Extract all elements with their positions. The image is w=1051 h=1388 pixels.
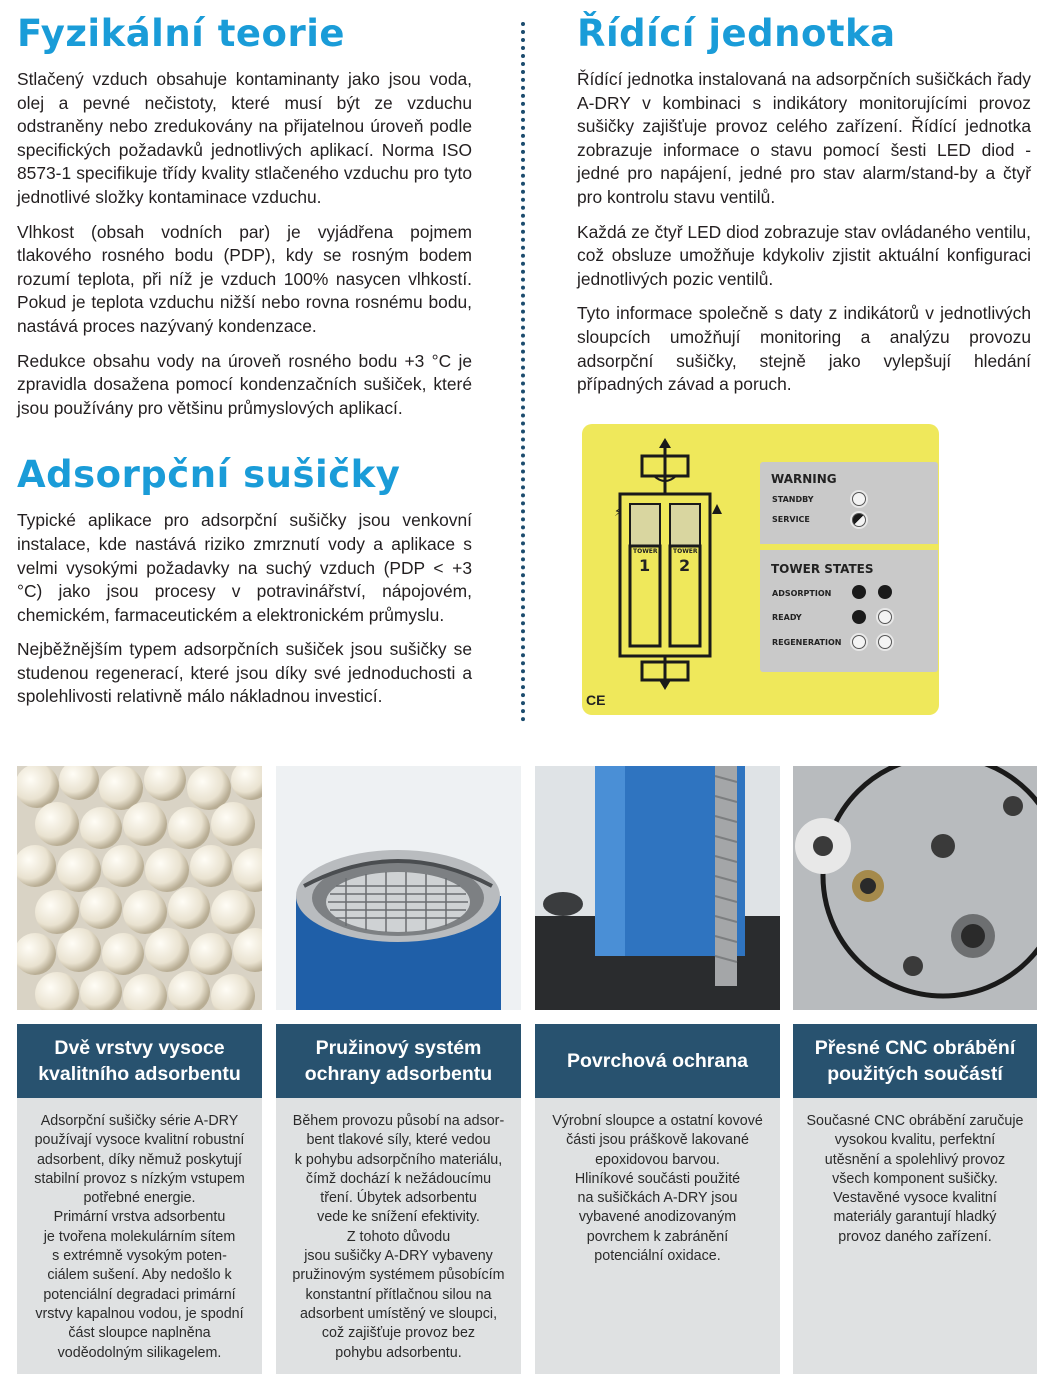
paragraph: Vlhkost (obsah vodních par) je vyjádřena pojmem tlakového rosného bodu (PDP), kdy se rosným bodem rozumí teplota, při níž je vzduch 100% nasycen vlhkostí. Pokud je teplota vzduchu nižší nebo rovna rosnému bodu, nastává proces nazývaný kondenzace. xyxy=(17,221,472,336)
paragraph: Řídící jednotka instalovaná na adsorpčních sušičkách řady A-DRY v kombinaci s indikátory monitorujícími provoz sušičky zajišťuje provoz celého zařízení. Řídící jednotka zobrazuje informace o stavu pomocí šesti LED diod - jedné pro napájení, jedné pro stav alarm/stand-by a čtyř pro kontrolu stavu ventilů. xyxy=(577,69,1031,207)
ready-label: READY xyxy=(772,613,802,622)
ready-led-2 xyxy=(878,610,892,624)
tower-1-label: TOWER xyxy=(633,548,658,555)
feature-title-surface-protection: Povrchová ochrana xyxy=(535,1024,780,1098)
paragraph: Nejběžnějším typem adsorpčních sušiček jsou sušičky se studenou regenerací, které jsou díky své jednoduchosti a spolehlivosti relativně málo nákladnou investicí. xyxy=(17,639,472,707)
heading-physical-theory: Fyzikální teorie xyxy=(17,12,345,55)
tower-2-label: TOWER xyxy=(673,548,698,555)
cnc-parts-image xyxy=(793,766,1037,1010)
photo-spring-system xyxy=(276,766,521,1010)
feature-title-adsorbent: Dvě vrstvy vysoce kvalitního adsorbentu xyxy=(17,1024,262,1098)
adsorbent-beads-image xyxy=(17,766,262,1010)
adsorption-label: ADSORPTION xyxy=(772,589,832,598)
feature-title-cnc: Přesné CNC obrábění použitých součástí xyxy=(793,1024,1037,1098)
feature-description-surface-protection: Výrobní sloupce a ostatní kovové části jsou práškově lakované epoxidovou barvou. Hliníkové součásti použité na sušičkách A-DRY jsou vybavené anodizovaným povrchem k zabránění potenciální oxidace. xyxy=(535,1098,780,1374)
adsorption-led-1 xyxy=(852,585,866,599)
column-divider xyxy=(521,22,525,722)
surface-protection-image xyxy=(535,766,780,1010)
panel-separator xyxy=(760,544,938,550)
feature-description-spring-system: Během provozu působí na adsor- bent tlakové síly, které vedou k pohybu adsorpčního materiálu, čímž dochází k nežádoucímu tření. Úbytek adsorbentu vede ke snížení efektivity. Z tohoto důvodu jsou sušičky A-DRY vybaveny pružinovým systémem působícím konstantní přítlačnou silou na adsorbent umístěný ve sloupci, což zajišťuje provoz bez pohybu adsorbentu. xyxy=(276,1098,521,1374)
ce-mark: CE xyxy=(586,692,606,708)
warning-label: WARNING xyxy=(771,472,837,486)
right-column xyxy=(577,0,1031,397)
tower-2-number: 2 xyxy=(679,556,691,575)
heading-control-unit: Řídící jednotka xyxy=(577,12,896,55)
regeneration-led-2 xyxy=(878,635,892,649)
left-column xyxy=(17,0,472,709)
tower-states-label: TOWER STATES xyxy=(771,562,874,576)
paragraph: Každá ze čtyř LED diod zobrazuje stav ovládaného ventilu, což obsluze umožňuje kdykoliv zjistit aktuální konfiguraci jednotlivých pozic ventilů. xyxy=(577,221,1031,289)
feature-title-spring-system: Pružinový systém ochrany adsorbentu xyxy=(276,1024,521,1098)
feature-description-adsorbent: Adsorpční sušičky série A-DRY používají vysoce kvalitní robustní adsorbent, díky němuž poskytují stabilní provoz s nízkým vstupem potřebné energie. Primární vrstva adsorbentu je tvořena molekulárním sítem s extrémně vysokým poten- ciálem sušení. Aby nedošlo k potenciální degradaci primární vrstvy kapalnou vodou, je spodní část sloupce naplněna voděodolným silikagelem. xyxy=(17,1098,262,1374)
svg-text:⚡: ⚡ xyxy=(614,505,623,519)
tower-1-number: 1 xyxy=(639,556,651,575)
adsorption-led-2 xyxy=(878,585,892,599)
photo-adsorbent-beads xyxy=(17,766,262,1010)
service-label: SERVICE xyxy=(772,515,810,524)
service-led xyxy=(852,513,866,527)
regeneration-label: REGENERATION xyxy=(772,638,842,647)
photo-cnc-parts xyxy=(793,766,1037,1010)
heading-adsorption-dryers: Adsorpční sušičky xyxy=(17,453,401,497)
paragraph: Redukce obsahu vody na úroveň rosného bodu +3 °C je zpravidla dosažena pomocí kondenzačních sušiček, které jsou používány pro většinu průmyslových aplikací. xyxy=(17,350,472,418)
standby-label: STANDBY xyxy=(772,495,814,504)
photo-surface-protection xyxy=(535,766,780,1010)
paragraph: Typické aplikace pro adsorpční sušičky jsou venkovní instalace, kde nastává riziko zmrznutí vody a aplikace s velmi vysokými požadavky na suchý vzduch (PDP < +3 °C) jako jsou procesy v potravinářství, nápojovém, chemickém, farmaceutickém a elektronickém průmyslu. xyxy=(17,510,472,625)
regeneration-led-1 xyxy=(852,635,866,649)
paragraph: Tyto informace společně s daty z indikátorů v jednotlivých sloupcích umožňují monitoring a analýzu provozu adsorpční sušičky, stejně jako vylepšují hledání případných závad a poruch. xyxy=(577,303,1031,395)
standby-led xyxy=(852,492,866,506)
control-panel-image xyxy=(582,424,939,715)
feature-description-cnc: Současné CNC obrábění zaručuje vysokou kvalitu, perfektní utěsnění a spolehlivý provoz všech komponent sušičky. Vestavěné vysoce kvalitní materiály garantují hladký provoz daného zařízení. xyxy=(793,1098,1037,1374)
spring-system-image xyxy=(276,766,521,1010)
dryer-schematic xyxy=(582,424,760,715)
ready-led-1 xyxy=(852,610,866,624)
paragraph: Stlačený vzduch obsahuje kontaminanty jako jsou voda, olej a pevné nečistoty, které musí být ze vzduchu odstraněny nebo zredukovány na přijatelnou úroveň podle specifických požadavků jednotlivých aplikací. Norma ISO 8573-1 specifikuje třídy kvality stlačeného vzduchu pro tyto jednotlivé složky kontaminace vzduchu. xyxy=(17,69,472,207)
